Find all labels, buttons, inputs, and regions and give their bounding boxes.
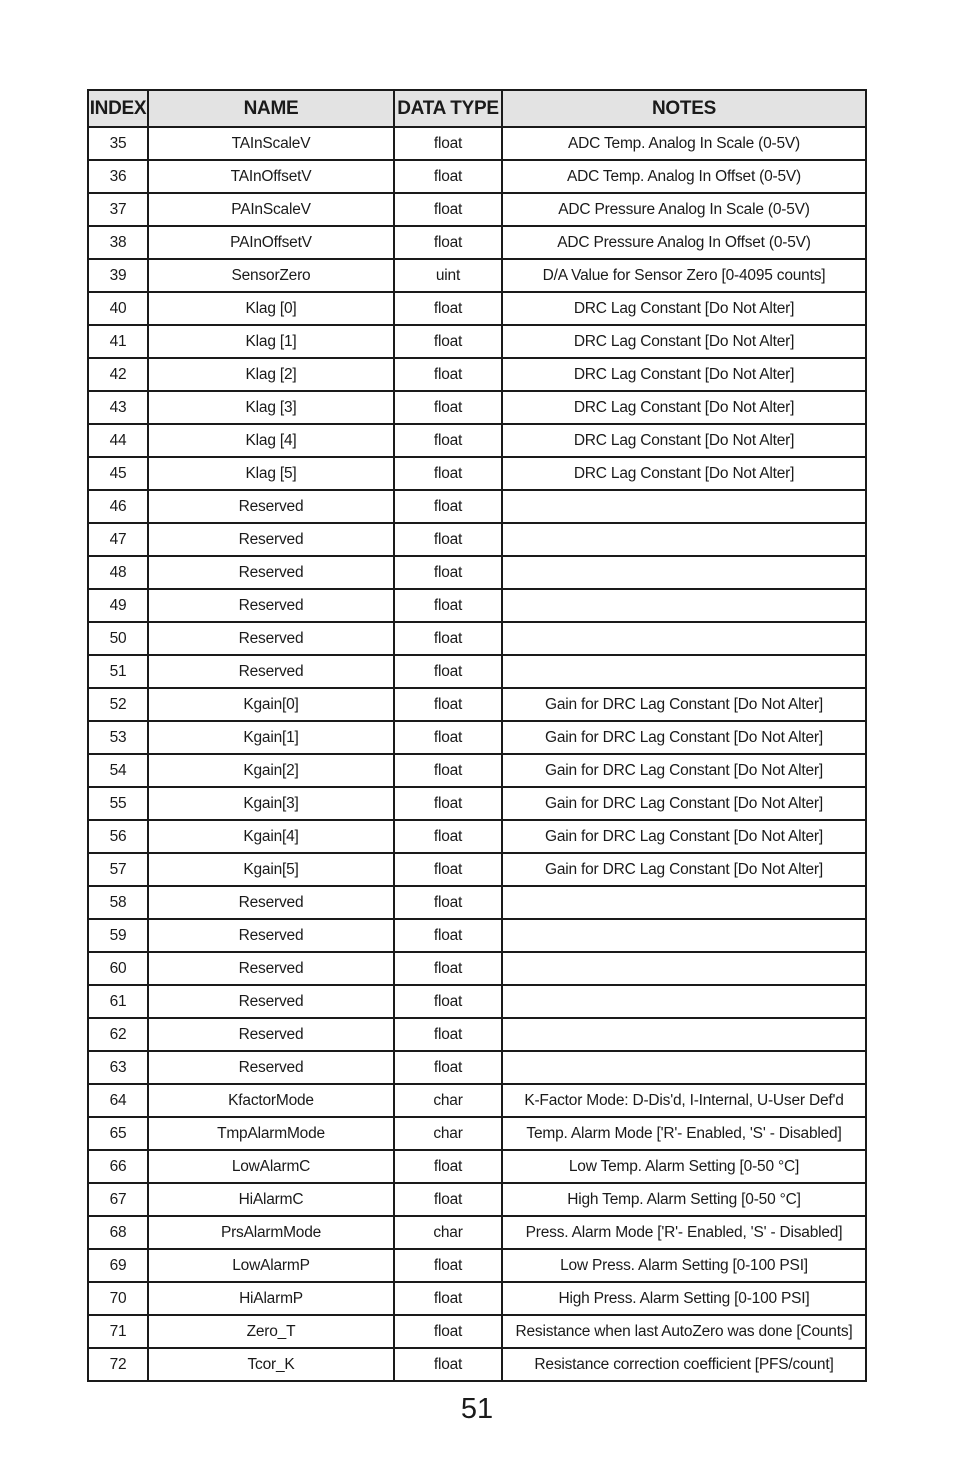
cell-index: 41: [88, 325, 148, 358]
cell-data-type: float: [394, 1183, 502, 1216]
cell-data-type: float: [394, 523, 502, 556]
cell-notes: Temp. Alarm Mode ['R'- Enabled, 'S' - Disabled]: [502, 1117, 866, 1150]
header-name: NAME: [148, 90, 394, 127]
cell-name: Reserved: [148, 490, 394, 523]
cell-name: Reserved: [148, 1051, 394, 1084]
page-number: 51: [460, 1393, 494, 1425]
cell-data-type: float: [394, 325, 502, 358]
cell-notes: DRC Lag Constant [Do Not Alter]: [502, 358, 866, 391]
cell-notes: Low Press. Alarm Setting [0-100 PSI]: [502, 1249, 866, 1282]
cell-name: HiAlarmC: [148, 1183, 394, 1216]
cell-name: Reserved: [148, 556, 394, 589]
cell-index: 70: [88, 1282, 148, 1315]
table-header: [88, 90, 866, 127]
table-row: [88, 127, 866, 160]
cell-index: 49: [88, 589, 148, 622]
cell-index: 51: [88, 655, 148, 688]
cell-notes: DRC Lag Constant [Do Not Alter]: [502, 424, 866, 457]
cell-data-type: char: [394, 1117, 502, 1150]
cell-data-type: float: [394, 127, 502, 160]
table-row: [88, 1084, 866, 1117]
cell-index: 45: [88, 457, 148, 490]
cell-index: 36: [88, 160, 148, 193]
cell-data-type: uint: [394, 259, 502, 292]
cell-index: 38: [88, 226, 148, 259]
cell-index: 62: [88, 1018, 148, 1051]
cell-name: Kgain[4]: [148, 820, 394, 853]
cell-notes: Gain for DRC Lag Constant [Do Not Alter]: [502, 820, 866, 853]
cell-data-type: float: [394, 655, 502, 688]
cell-notes: [502, 556, 866, 589]
cell-data-type: float: [394, 721, 502, 754]
table-row: [88, 226, 866, 259]
table-row: [88, 787, 866, 820]
table-row: [88, 523, 866, 556]
table-row: [88, 820, 866, 853]
cell-notes: [502, 622, 866, 655]
cell-index: 67: [88, 1183, 148, 1216]
cell-name: Klag [5]: [148, 457, 394, 490]
table-row: [88, 1183, 866, 1216]
table-row: [88, 1051, 866, 1084]
cell-name: LowAlarmP: [148, 1249, 394, 1282]
cell-index: 65: [88, 1117, 148, 1150]
cell-name: Klag [3]: [148, 391, 394, 424]
cell-data-type: float: [394, 688, 502, 721]
header-notes: NOTES: [502, 90, 866, 127]
cell-data-type: float: [394, 1150, 502, 1183]
cell-notes: Press. Alarm Mode ['R'- Enabled, 'S' - Disabled]: [502, 1216, 866, 1249]
cell-name: Kgain[5]: [148, 853, 394, 886]
table-row: [88, 589, 866, 622]
cell-data-type: float: [394, 358, 502, 391]
table-row: [88, 490, 866, 523]
cell-data-type: float: [394, 1051, 502, 1084]
cell-notes: Gain for DRC Lag Constant [Do Not Alter]: [502, 721, 866, 754]
cell-data-type: float: [394, 391, 502, 424]
cell-name: Klag [1]: [148, 325, 394, 358]
cell-data-type: float: [394, 1348, 502, 1381]
cell-name: TmpAlarmMode: [148, 1117, 394, 1150]
cell-index: 43: [88, 391, 148, 424]
cell-data-type: char: [394, 1216, 502, 1249]
cell-notes: [502, 952, 866, 985]
cell-notes: ADC Pressure Analog In Scale (0-5V): [502, 193, 866, 226]
register-table: [87, 89, 867, 1382]
cell-notes: Low Temp. Alarm Setting [0-50 °C]: [502, 1150, 866, 1183]
cell-notes: DRC Lag Constant [Do Not Alter]: [502, 292, 866, 325]
cell-index: 57: [88, 853, 148, 886]
cell-name: Zero_T: [148, 1315, 394, 1348]
cell-index: 48: [88, 556, 148, 589]
cell-notes: [502, 589, 866, 622]
cell-index: 63: [88, 1051, 148, 1084]
cell-name: LowAlarmC: [148, 1150, 394, 1183]
cell-notes: [502, 1051, 866, 1084]
cell-name: TAInOffsetV: [148, 160, 394, 193]
table-row: [88, 358, 866, 391]
cell-index: 61: [88, 985, 148, 1018]
cell-notes: [502, 490, 866, 523]
cell-data-type: float: [394, 886, 502, 919]
cell-notes: K-Factor Mode: D-Dis'd, I-Internal, U-User Def'd: [502, 1084, 866, 1117]
cell-name: Reserved: [148, 622, 394, 655]
cell-notes: Resistance when last AutoZero was done [Counts]: [502, 1315, 866, 1348]
table-row: [88, 556, 866, 589]
cell-data-type: float: [394, 1315, 502, 1348]
cell-name: Reserved: [148, 589, 394, 622]
table-row: [88, 985, 866, 1018]
cell-index: 50: [88, 622, 148, 655]
cell-index: 72: [88, 1348, 148, 1381]
cell-notes: High Temp. Alarm Setting [0-50 °C]: [502, 1183, 866, 1216]
cell-data-type: float: [394, 985, 502, 1018]
cell-data-type: float: [394, 226, 502, 259]
cell-data-type: float: [394, 1282, 502, 1315]
table-row: [88, 622, 866, 655]
cell-index: 53: [88, 721, 148, 754]
cell-notes: Gain for DRC Lag Constant [Do Not Alter]: [502, 688, 866, 721]
cell-name: Klag [2]: [148, 358, 394, 391]
cell-index: 60: [88, 952, 148, 985]
table-row: [88, 325, 866, 358]
cell-index: 44: [88, 424, 148, 457]
cell-index: 69: [88, 1249, 148, 1282]
cell-name: Klag [0]: [148, 292, 394, 325]
table-row: [88, 259, 866, 292]
cell-data-type: float: [394, 193, 502, 226]
cell-index: 71: [88, 1315, 148, 1348]
cell-index: 46: [88, 490, 148, 523]
cell-notes: [502, 985, 866, 1018]
table-row: [88, 853, 866, 886]
header-index: INDEX: [88, 90, 148, 127]
cell-data-type: float: [394, 919, 502, 952]
cell-data-type: float: [394, 424, 502, 457]
table-row: [88, 1348, 866, 1381]
cell-notes: DRC Lag Constant [Do Not Alter]: [502, 457, 866, 490]
cell-notes: DRC Lag Constant [Do Not Alter]: [502, 391, 866, 424]
cell-name: Kgain[0]: [148, 688, 394, 721]
cell-data-type: float: [394, 589, 502, 622]
table-row: [88, 292, 866, 325]
cell-name: PAInScaleV: [148, 193, 394, 226]
cell-notes: Gain for DRC Lag Constant [Do Not Alter]: [502, 754, 866, 787]
cell-index: 54: [88, 754, 148, 787]
cell-notes: [502, 523, 866, 556]
cell-data-type: float: [394, 556, 502, 589]
table-row: [88, 391, 866, 424]
cell-name: KfactorMode: [148, 1084, 394, 1117]
cell-notes: High Press. Alarm Setting [0-100 PSI]: [502, 1282, 866, 1315]
table-row: [88, 193, 866, 226]
table-row: [88, 688, 866, 721]
cell-name: Reserved: [148, 952, 394, 985]
cell-index: 58: [88, 886, 148, 919]
cell-index: 42: [88, 358, 148, 391]
table-row: [88, 754, 866, 787]
cell-index: 52: [88, 688, 148, 721]
cell-data-type: float: [394, 853, 502, 886]
cell-data-type: float: [394, 490, 502, 523]
register-table-container: [87, 89, 865, 1382]
cell-name: Klag [4]: [148, 424, 394, 457]
cell-data-type: float: [394, 292, 502, 325]
cell-data-type: float: [394, 754, 502, 787]
cell-notes: [502, 1018, 866, 1051]
table-row: [88, 919, 866, 952]
cell-notes: Resistance correction coefficient [PFS/count]: [502, 1348, 866, 1381]
cell-name: Kgain[3]: [148, 787, 394, 820]
table-row: [88, 655, 866, 688]
table-row: [88, 1018, 866, 1051]
cell-index: 56: [88, 820, 148, 853]
cell-index: 40: [88, 292, 148, 325]
cell-notes: [502, 655, 866, 688]
cell-name: Tcor_K: [148, 1348, 394, 1381]
cell-notes: ADC Temp. Analog In Scale (0-5V): [502, 127, 866, 160]
table-body: [88, 127, 866, 1381]
cell-name: Reserved: [148, 523, 394, 556]
cell-notes: D/A Value for Sensor Zero [0-4095 counts]: [502, 259, 866, 292]
cell-name: PAInOffsetV: [148, 226, 394, 259]
cell-name: Kgain[1]: [148, 721, 394, 754]
table-row: [88, 424, 866, 457]
cell-index: 68: [88, 1216, 148, 1249]
cell-data-type: float: [394, 160, 502, 193]
cell-index: 59: [88, 919, 148, 952]
cell-data-type: float: [394, 457, 502, 490]
cell-index: 47: [88, 523, 148, 556]
cell-notes: ADC Temp. Analog In Offset (0-5V): [502, 160, 866, 193]
cell-notes: Gain for DRC Lag Constant [Do Not Alter]: [502, 787, 866, 820]
cell-notes: DRC Lag Constant [Do Not Alter]: [502, 325, 866, 358]
cell-name: Kgain[2]: [148, 754, 394, 787]
cell-data-type: float: [394, 787, 502, 820]
cell-index: 55: [88, 787, 148, 820]
table-row: [88, 1117, 866, 1150]
cell-name: Reserved: [148, 1018, 394, 1051]
table-row: [88, 1315, 866, 1348]
header-row: [88, 90, 866, 127]
cell-index: 39: [88, 259, 148, 292]
cell-name: HiAlarmP: [148, 1282, 394, 1315]
cell-data-type: float: [394, 1018, 502, 1051]
cell-data-type: char: [394, 1084, 502, 1117]
table-row: [88, 1150, 866, 1183]
table-row: [88, 886, 866, 919]
cell-index: 35: [88, 127, 148, 160]
cell-notes: [502, 919, 866, 952]
table-row: [88, 160, 866, 193]
header-data-type: DATA TYPE: [394, 90, 502, 127]
cell-notes: [502, 886, 866, 919]
cell-name: Reserved: [148, 886, 394, 919]
cell-notes: Gain for DRC Lag Constant [Do Not Alter]: [502, 853, 866, 886]
cell-data-type: float: [394, 952, 502, 985]
cell-name: TAInScaleV: [148, 127, 394, 160]
cell-name: Reserved: [148, 655, 394, 688]
cell-name: Reserved: [148, 919, 394, 952]
cell-notes: ADC Pressure Analog In Offset (0-5V): [502, 226, 866, 259]
cell-index: 66: [88, 1150, 148, 1183]
table-row: [88, 1282, 866, 1315]
cell-data-type: float: [394, 622, 502, 655]
cell-name: Reserved: [148, 985, 394, 1018]
table-row: [88, 721, 866, 754]
cell-data-type: float: [394, 1249, 502, 1282]
cell-name: SensorZero: [148, 259, 394, 292]
table-row: [88, 1249, 866, 1282]
table-row: [88, 1216, 866, 1249]
cell-data-type: float: [394, 820, 502, 853]
cell-index: 64: [88, 1084, 148, 1117]
table-row: [88, 457, 866, 490]
table-row: [88, 952, 866, 985]
cell-index: 37: [88, 193, 148, 226]
cell-name: PrsAlarmMode: [148, 1216, 394, 1249]
